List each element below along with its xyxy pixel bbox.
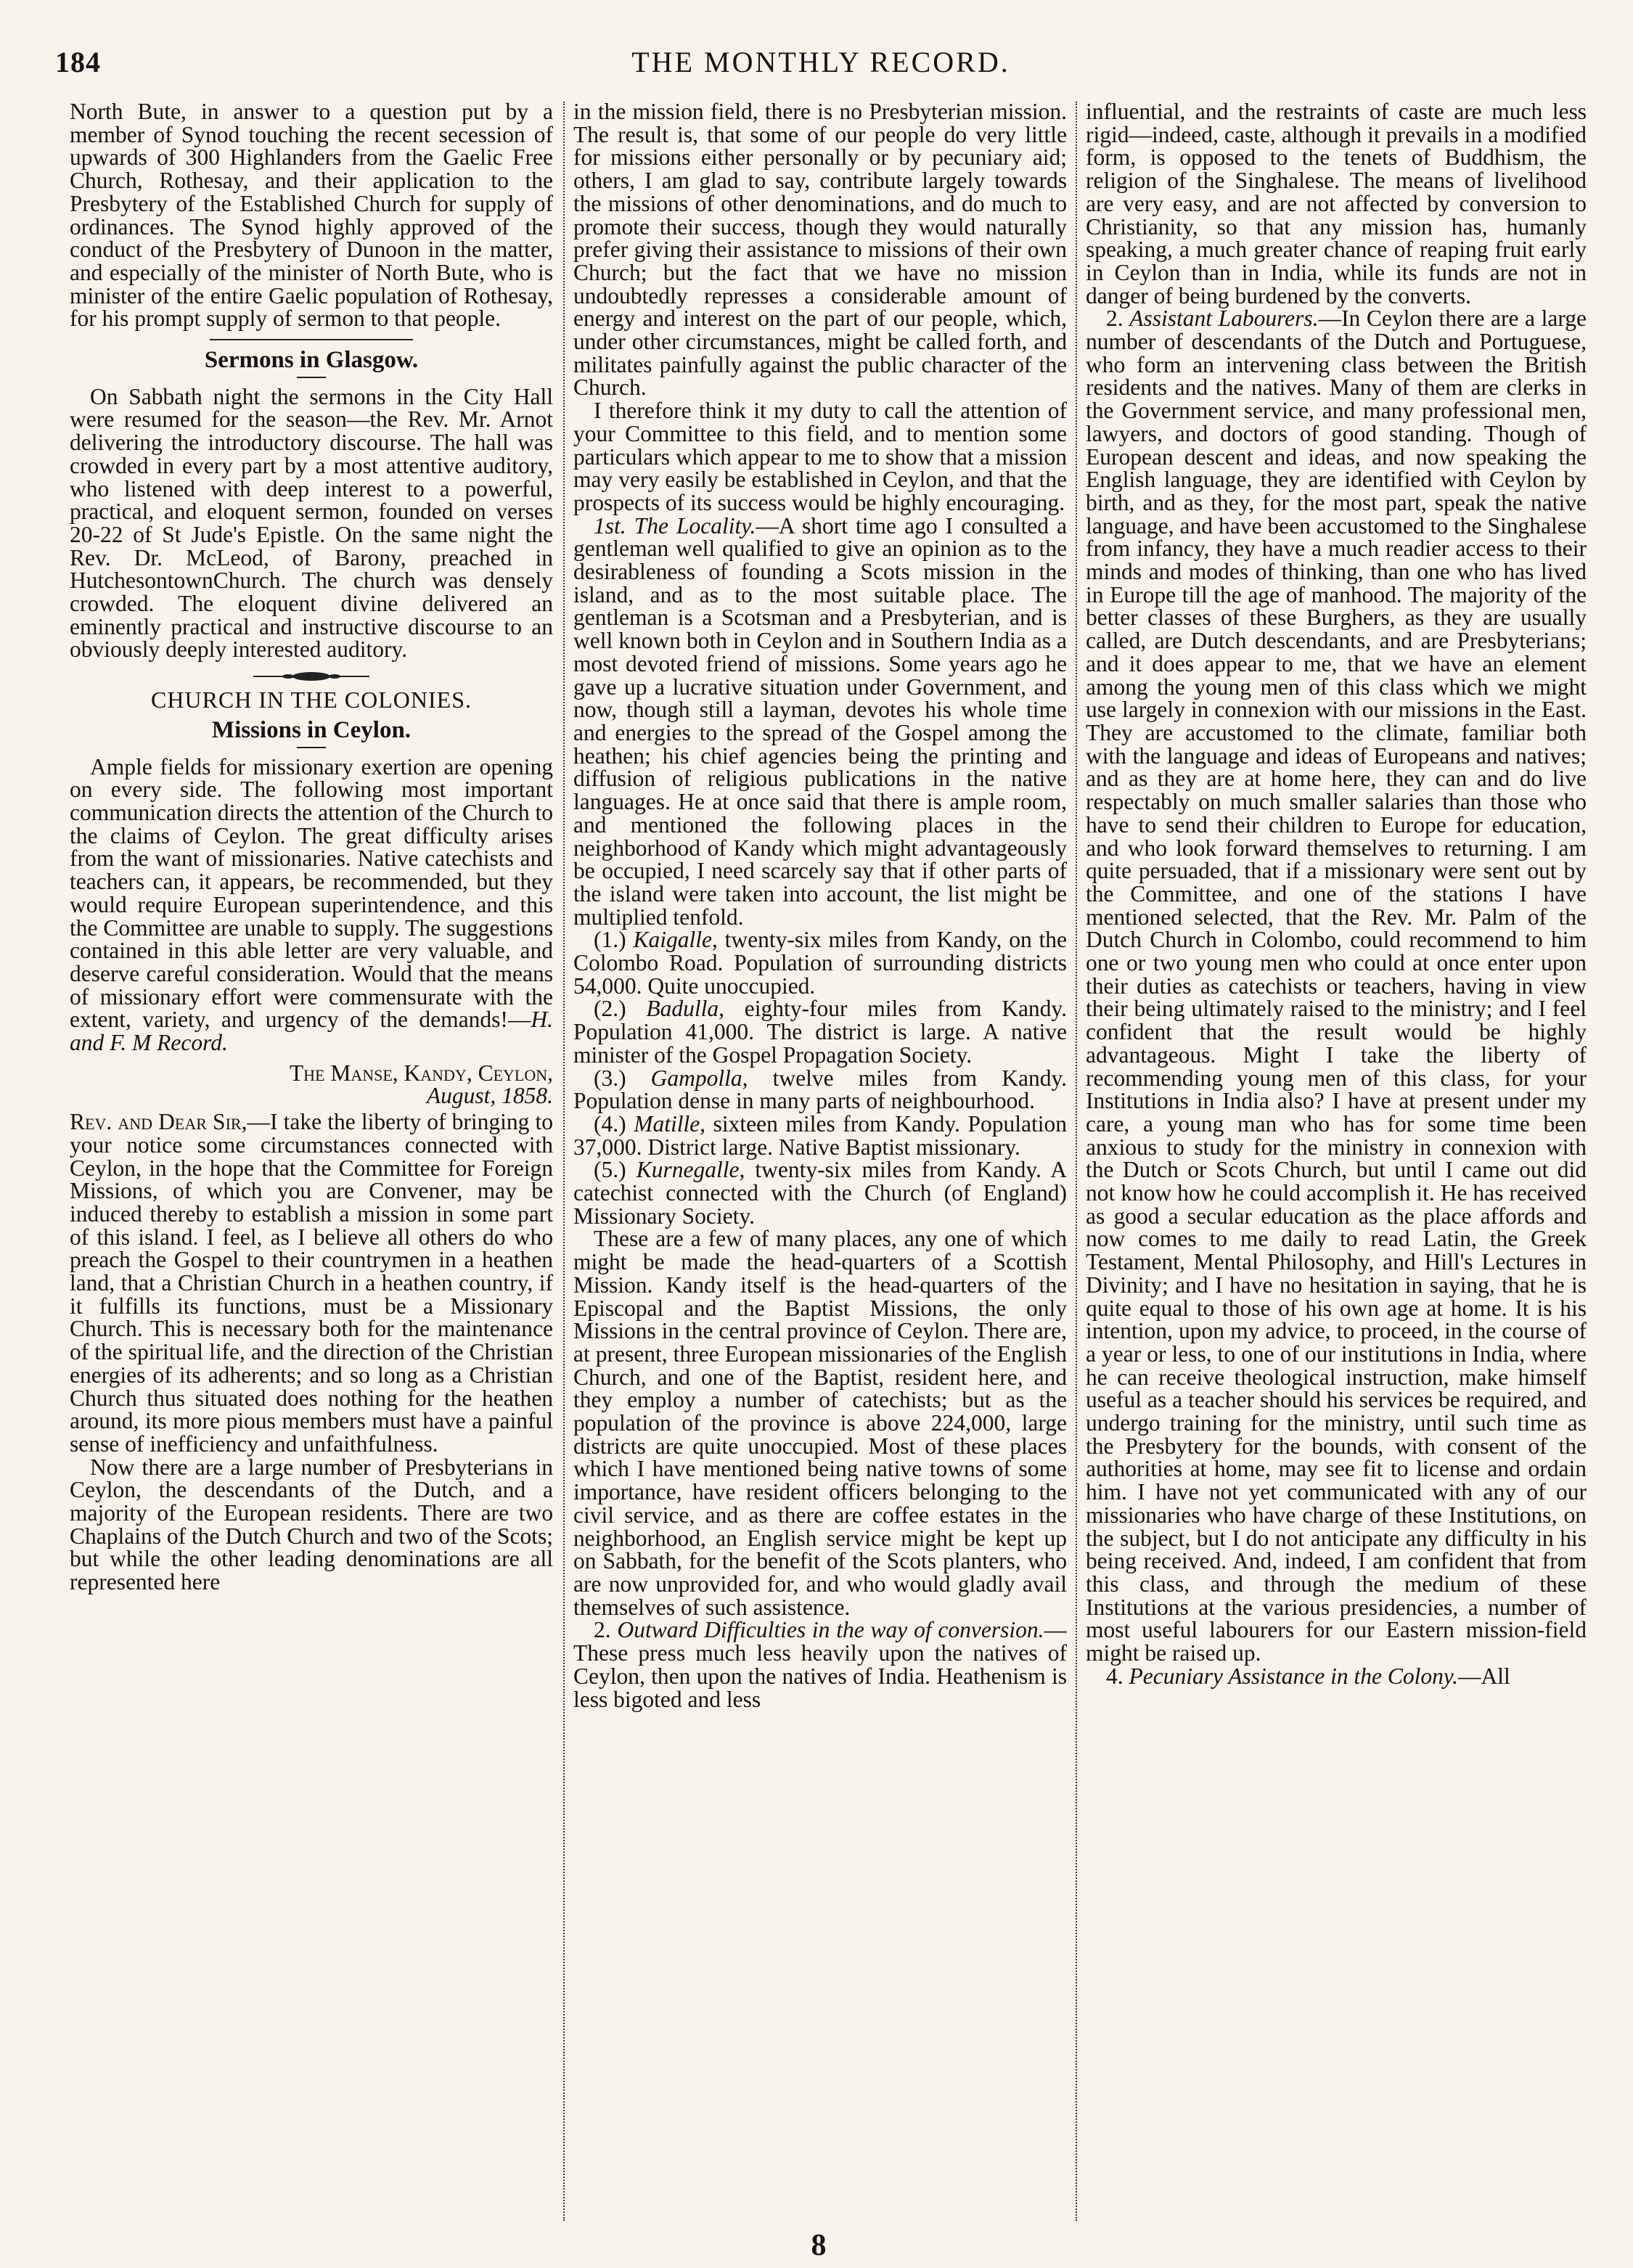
list-item-place-5: (5.) Kurnegalle, twenty-six miles from Kandy. A catechist connected with the Church (of England) Missionary Society. [573,1157,1067,1229]
heading-church-colonies: CHURCH IN THE COLONIES. [151,687,472,713]
paragraph-north-bute: North Bute, in answer to a question put by a member of Synod touching the recent secession of upwards of 300 Highlanders from the Gaelic Free Church, Rothesay, and their application to the Presbytery of the Established Church for supply of ordinances. The Synod highly approved of the conduct of the Presbytery of Dunoon in the matter, and especially of the minister of North Bute, who is minister of the entire Gaelic population of Rothesay, for his prompt supply of sermon to that people. [70,100,553,332]
paragraph-letter-opening: Rev. and Dear Sir,—I take the liberty of bringing to your notice some circumstances connected with Ceylon, in the hope that the Committee for Foreign Missions, of which you are Convener, may be induced thereby to establish a mission in some part of this island. I feel, as I believe all others do who preach the Gospel to their countrymen in a heathen land, that a Christian Church in a heathen country, if it fulfills its functions, must be a Missionary Church. This is necessary both for the maintenance of the spiritual life, and the direction of the Christian energies of its adherents; and so long as a Christian Church thus situated does nothing for the heathen around, its more pious members must have a painful sense of inefficiency and unfaithfulness. [70,1109,553,1457]
column-2 [573,100,1067,2227]
paragraph-these-places: These are a few of many places, any one of which might be made the head-quarters of a Scottish Mission. Kandy itself is the head-quarters of the Episcopal and the Baptist Missions, the only Missions in the central province of Ceylon. There are, at present, three European missionaries of the English Church, and one of the Baptist, resident here, and they employ a number of catechists; but as the population of the province is above 224,000, large districts are quite unoccupied. Most of these places which I have mentioned being native towns of some importance, have resident officers belonging to the civil service, and as there are coffee estates in the neighborhood, an English service might be kept up on Sabbath, for the benefit of the Scots planters, who are now unprovided for, and who would gladly avail themselves of such assistence. [573,1226,1067,1620]
letter-dateline [70,1062,553,1108]
paragraph-influential: influential, and the restraints of caste are much less rigid—indeed, caste, although it prevails in a modified form, is opposed to the tenets of Buddhism, the religion of the Singhalese. The means of livelihood are very easy, and are not affected by conversion to Christianity, so that any mission has, humanly speaking, a much greater chance of reaping fruit early in Ceylon than in India, while its funds are not in danger of being burdened by the converts. [1086,100,1587,308]
paragraph-ample-fields: Ample fields for missionary exertion are opening on every side. The following most important communication directs the attention of the Church to the claims of Ceylon. The great difficulty arises from the want of missionaries. Native catechists and teachers can, it appears, be recommended, but they would require European superintendence, and this the Committee are unable to supply. The suggestions contained in this able letter are very valuable, and deserve careful consideration. Would that the means of missionary effort were commensurate with the extent, variety, and urgency of the demands!—H. and F. M Record. [70,753,553,1056]
outward-label: Outward Difficulties in the way of conversion. [617,1617,1044,1643]
column-1 [70,100,553,2227]
list-item-place-2: (2.) Badulla, eighty-four miles from Kandy. Population 41,000. The district is large. A native minister of the Gospel Propagation Society. [573,996,1067,1068]
list-item-place-4: (4.) Matille, sixteen miles from Kandy. Population 37,000. District large. Native Baptist missionary. [573,1110,1067,1160]
ornament-divider [253,671,369,681]
locality-label: 1st. The Locality. [594,512,756,539]
salutation: Rev. and Dear Sir, [70,1109,247,1135]
assistant-label: Assistant Labourers. [1129,306,1319,332]
section-rule [210,339,413,340]
page-header [55,45,1587,89]
paragraph-outward-difficulties: 2. Outward Difficulties in the way of conversion.—These press much less heavily upon the natives of Ceylon, then upon the natives of India. Heathenism is less bigoted and less [573,1617,1067,1712]
column-3 [1086,100,1587,2227]
heading-underline [297,377,326,378]
source-citation: H. and F. M Record. [70,1007,553,1056]
pecuniary-label: Pecuniary Assistance in the Colony. [1129,1663,1458,1689]
list-item-place-1: (1.) Kaigalle, twenty-six miles from Kandy, on the Colombo Road. Population of surrounding districts 54,000. Quite unoccupied. [573,927,1067,999]
dateline-place: The Manse, Kandy, Ceylon, [289,1060,553,1086]
dateline-date: August, 1858. [426,1083,553,1109]
paragraph-sermons: On Sabbath night the sermons in the City Hall were resumed for the season—the Rev. Mr. Arnot delivering the introductory discourse. The hall was crowded in every part by a most attentive auditory, who listened with deep interest to a powerful, practical, and eloquent sermon, founded on verses 20-22 of St Jude's Epistle. On the same night the Rev. Dr. McLeod, of Barony, preached in HutchesontownChurch. The church was densely crowded. The eloquent divine delivered an eminently practical and instructive discourse to an obviously deeply interested auditory. [70,383,553,663]
paragraph-therefore: I therefore think it my duty to call the attention of your Committee to this field, and to mention some particulars which appear to me to show that a mission may very easily be established in Ceylon, and that the prospects of its success would be highly encouraging. [573,398,1067,515]
paragraph-assistant-labourers: 2. Assistant Labourers.—In Ceylon there are a large number of descendants of the Dutch and Portuguese, who form an intervening class between the British residents and the natives. Many of them are clerks in the Government service, and many professional men, lawyers, and doctors of good standing. Though of European descent and ideas, and now speaking the English language, they are identified with Ceylon by birth, and as they, for the most part, speak the native language, and have been accustomed to the Singhalese from infancy, they have a much readier access to their minds and modes of thinking, than one who has lived in Europe till the age of manhood. The majority of the better classes of these Burghers, as they are usually called, are Dutch descendants, and are Presbyterians; and it does appear to me, that we have an element among the young men of this class which we might use largely in connexion with our missions in the East. They are accustomed to the climate, familiar both with the language and ideas of Europeans and natives; and as they are at home here, they can and do live respectably on much smaller salaries than those who have to send their children to Europe for education, and who look forward themselves to returning. I am quite persuaded, that if a missionary were sent out by the Committee, and one of the stations I have mentioned selected, that the Rev. Mr. Palm of the Dutch Church in Colombo, could recommend to him one or two young men who could at once enter upon their duties as catechists or teachers, having in view their being ultimately raised to the ministry; and I feel confident that the result would be highly advantageous. Might I take the liberty of recommending young men of this class, for your Institutions in India also? I have at present under my care, a young man who has for some time been anxious to study for the ministry in connexion with the Dutch or Scots Church, but until I came out did not know how he could accomplish it. He has received as good a secular education as the place affords and now comes to me daily to read Latin, the Greek Testament, Mental Philosophy, and Hill's Lectures in Divinity; and I have no hesitation in saying, that he is quite equal to those of his own age at home. It is his intention, upon my advice, to proceed, in the course of a year or less, to one of our institutions in India, where he can receive theological instruction, make himself useful as a teacher should his services be required, and undergo training for the ministry, until such time as the Presbytery for the bounds, with consent of the authorities at home, may see fit to license and ordain him. I have not yet communicated with any of our missionaries who have charge of these Institutions, on the subject, but I do not anticipate any difficulty in his being received. And, indeed, I am confident that from this class, and through the medium of these Institutions at the various presidencies, a number of most useful labourers for our Eastern mission-field might be raised up. [1086,306,1587,1666]
signature-mark: 8 [811,2229,827,2262]
column-divider-1 [563,102,565,2221]
page-number: 184 [55,46,101,78]
heading-underline [297,747,326,748]
paragraph-presbyterians: Now there are a large number of Presbyterians in Ceylon, the descendants of the Dutch, and a majority of the European residents. There are two Chaplains of the Dutch Church and two of the Scots; but while the other leading denominations are all represented here [70,1454,553,1595]
running-title: THE MONTHLY RECORD. [631,46,1010,78]
column-divider-2 [1076,102,1077,2221]
heading-sermons-glasgow: Sermons in Glasgow. [204,347,419,374]
list-item-place-3: (3.) Gampolla, twelve miles from Kandy. Population dense in many parts of neighbourhood. [573,1065,1067,1114]
paragraph-pecuniary: 4. Pecuniary Assistance in the Colony.—All [1106,1663,1510,1689]
paragraph-locality: 1st. The Locality.—A short time ago I consulted a gentleman well qualified to give an opinion as to the desirableness of founding a Scots mission in the island, and as to the most suitable place. The gentleman is a Scotsman and a Presbyterian, and is well known both in Ceylon and in Southern India as a most devoted friend of missions. Some years ago he gave up a lucrative situation under Government, and now, though still a layman, devotes his whole time and energies to the spread of the Gospel among the heathen; his chief agencies being the printing and diffusion of religious publications in the native languages. He at once said that there is ample room, and mentioned the following places in the neighborhood of Kandy which might advantageously be occupied, I need scarcely say that if other parts of the island were taken into account, the list might be multiplied tenfold. [573,512,1067,930]
paragraph-no-mission: in the mission field, there is no Presbyterian mission. The result is, that some of our people do very little for missions either personally or by pecuniary aid; others, I am glad to say, contribute largely towards the missions of other denominations, and do much to promote their success, though they would naturally prefer giving their assistance to missions of their own Church; but the fact that we have no mission undoubtedly represses a considerable amount of energy and interest on the part of our people, which, under other circumstances, might be called forth, and militates painfully against the public character of the Church. [573,100,1067,401]
heading-missions-ceylon: Missions in Ceylon. [211,716,412,743]
